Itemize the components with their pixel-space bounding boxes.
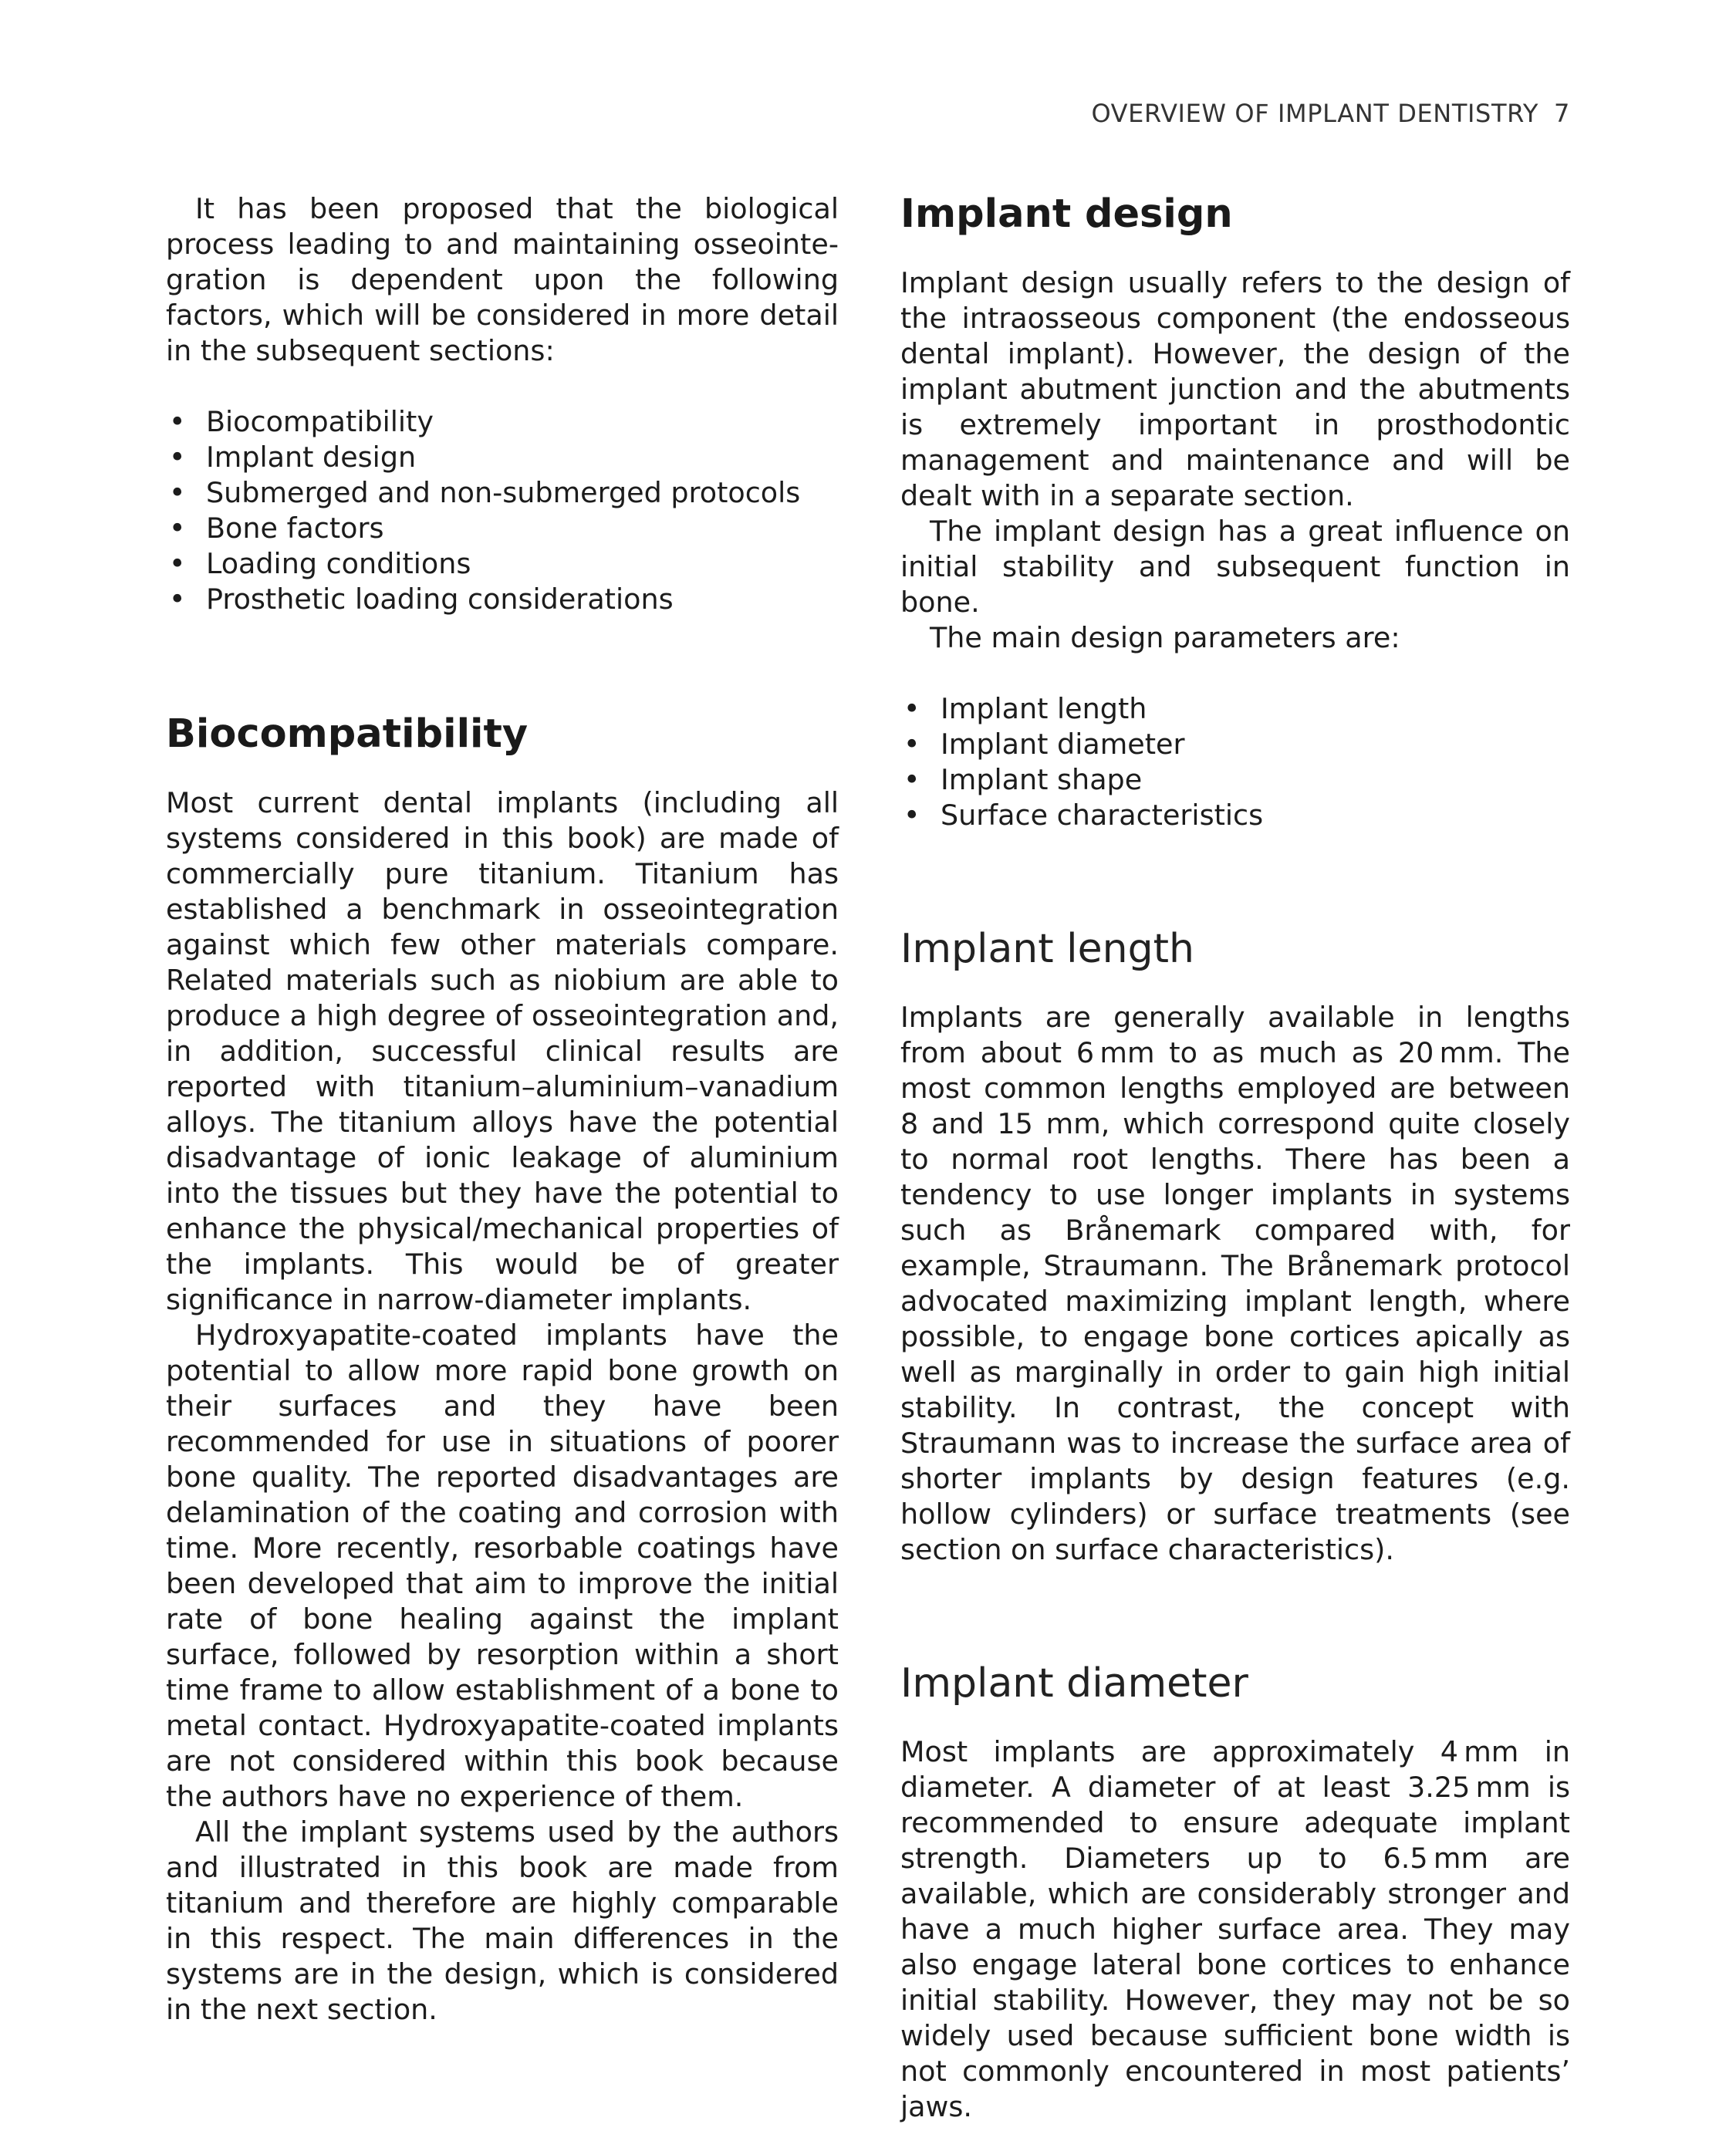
implant-length-heading: Implant length xyxy=(900,926,1194,972)
implant-diameter-paragraph: Most implants are approximately 4 mm in diameter. A diameter of at least 3.25 mm is recommended to ensure adequate implant strength. Diameters up to 6.5 mm are available, which are considerably stronger and have a much higher surface area. They may also engage lateral bone cortices to enhance initial stability. However, they may not be so widely used because sufficient bone width is not commonly encountered in most patients’ jaws. xyxy=(900,1735,1570,2123)
implant-length-paragraph: Implants are generally available in lengths from about 6 mm to as much as 20 mm. The most common lengths employed are between 8 and 15 mm, which correspond quite closely to normal root lengths. There has been a tendency to use longer implants in systems such as Brånemark compared with, for example, Straumann. The Brånemark protocol advocated maximizing implant length, where possible, to engage bone cortices apically as well as marginally in order to gain high initial stability. In contrast, the concept with Straumann was to increase the surface area of shorter implants by design features (e.g. hollow cylinders) or surface treatments (see section on surface characteristics). xyxy=(900,1001,1570,1566)
intro-paragraph: It has been proposed that the biological process leading to and maintaining osseointegration is dependent upon the following factors, which will be considered in more detail in the subsequent sections: xyxy=(166,192,839,367)
implant-diameter-heading: Implant diameter xyxy=(900,1660,1248,1707)
running-head xyxy=(1091,99,1570,128)
list-item: • Surface characteristics xyxy=(900,798,1570,833)
biocompatibility-paragraph-2: Hydroxyapatite-coated implants have the potential to allow more rapid bone growth on their surfaces and they have been recommended for use in situations of poorer bone quality. The reported disadvantages are delamination of the coating and corrosion with time. More recently, resorbable coatings have been developed that aim to improve the initial rate of bone healing against the implant surface, followed by resorption within a short time frame to allow establishment of a bone to metal contact. Hydroxyapatite-coated implants are not considered within this book because the authors have no experience of them. xyxy=(166,1319,839,1813)
right-column xyxy=(900,191,1570,2125)
left-column xyxy=(166,191,839,2028)
biocompatibility-paragraph-3: All the implant systems used by the authors and illustrated in this book are made from titanium and therefore are highly comparable in this respect. The main differences in the systems are in the design, which is considered in the next section. xyxy=(166,1815,839,2026)
list-item: • Bone factors xyxy=(166,511,839,546)
page-number: 7 xyxy=(1554,99,1570,128)
implant-design-paragraph-2: The implant design has a great influence on initial stability and subsequent function in bone. xyxy=(900,515,1570,619)
implant-design-heading: Implant design xyxy=(900,191,1233,237)
list-item: • Prosthetic loading considerations xyxy=(166,582,839,617)
design-parameters-list xyxy=(900,691,1570,833)
running-head-title: OVERVIEW OF IMPLANT DENTISTRY xyxy=(1091,99,1539,128)
implant-design-paragraph-1: Implant design usually refers to the design of the intraosseous component (the endosseous dental implant). However, the design of the implant abutment junction and the abutments is extremely important in prosthodontic management and maintenance and will be dealt with in a separate section. xyxy=(900,266,1570,512)
list-item: • Implant length xyxy=(900,691,1570,727)
implant-design-paragraph-3: The main design parameters are: xyxy=(930,621,1400,654)
list-item: • Loading conditions xyxy=(166,546,839,582)
list-item: • Implant diameter xyxy=(900,727,1570,762)
biocompatibility-paragraph-1: Most current dental implants (including all systems considered in this book) are made of commercially pure titanium. Titanium has established a benchmark in osseointegration against which few other materials compare. Related materials such as niobium are able to produce a high degree of osseointegration and, in addition, successful clinical results are reported with titanium–aluminium–vanadium alloys. The titanium alloys have the potential disadvantage of ionic leakage of aluminium into the tissues but they have the potential to enhance the physical/mechanical properties of the implants. This would be of greater significance in narrow-diameter implants. xyxy=(166,786,839,1316)
list-item: • Implant shape xyxy=(900,762,1570,798)
list-item: • Implant design xyxy=(166,440,839,475)
factors-list xyxy=(166,404,839,617)
biocompatibility-heading: Biocompatibility xyxy=(166,711,529,757)
list-item: • Biocompatibility xyxy=(166,404,839,440)
list-item: • Submerged and non-submerged protocols xyxy=(166,475,839,511)
